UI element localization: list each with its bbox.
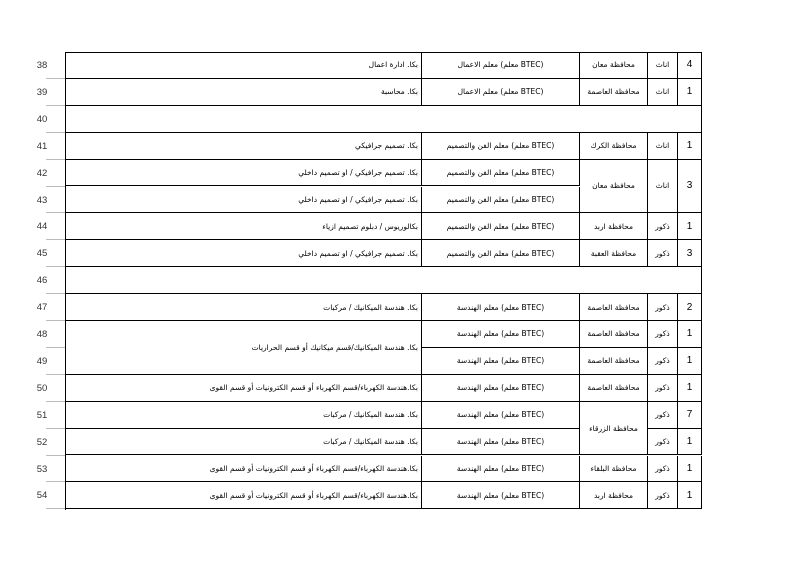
cell-gov[interactable]: محافظة اربد — [580, 482, 648, 509]
cell-count[interactable]: 1 — [678, 456, 702, 483]
cell-count[interactable]: 1 — [678, 375, 702, 402]
cell-position[interactable]: معلم الهندسة (معلم BTEC) — [422, 348, 580, 375]
cell-count[interactable]: 1 — [678, 429, 702, 456]
row-number: 53 — [36, 463, 48, 475]
cell-count[interactable]: 2 — [678, 294, 702, 321]
cell-gov[interactable]: محافظة الزرقاء — [580, 402, 648, 456]
cell-gov[interactable]: محافظة العاصمة — [580, 375, 648, 402]
cell-gender[interactable]: ذكور — [648, 456, 678, 483]
row-number: 44 — [36, 221, 48, 233]
row-gutter-line — [46, 212, 65, 213]
row-number: 41 — [36, 140, 48, 152]
cell-count[interactable]: 3 — [678, 240, 702, 267]
row-gutter-line — [46, 428, 65, 429]
cell-major[interactable]: بكا. تصميم جرافيكي / او تصميم داخلي — [65, 240, 422, 267]
cell-count[interactable]: 1 — [678, 482, 702, 509]
cell-position[interactable]: معلم الهندسة (معلم BTEC) — [422, 402, 580, 429]
cell-gender[interactable]: ذكور — [648, 375, 678, 402]
row-number: 49 — [36, 355, 48, 367]
cell-gender[interactable]: ذكور — [648, 402, 678, 429]
cell-major[interactable]: بكا.هندسة الكهرباء/قسم الكهرباء أو قسم الكترونيات أو قسم القوى — [65, 482, 422, 509]
row-number: 45 — [36, 248, 48, 260]
cell-position[interactable]: معلم الفن والتصميم (معلم BTEC) — [422, 160, 580, 187]
cell-gender[interactable]: ذكور — [648, 429, 678, 456]
cell-gender[interactable]: ذكور — [648, 294, 678, 321]
row-gutter-line — [46, 132, 65, 133]
row-gutter-line — [46, 320, 65, 321]
row-gutter-line — [46, 481, 65, 482]
cell-count[interactable]: 1 — [678, 79, 702, 106]
row-gutter-line — [46, 186, 65, 187]
cell-gender[interactable]: اناث — [648, 160, 678, 214]
row-number: 43 — [36, 194, 48, 206]
cell-gender[interactable]: ذكور — [648, 482, 678, 509]
cell-position[interactable]: معلم الهندسة (معلم BTEC) — [422, 482, 580, 509]
section-separator-row — [65, 106, 702, 133]
row-gutter-line — [46, 105, 65, 106]
row-gutter-line — [46, 455, 65, 456]
cell-major[interactable]: بكا. هندسة الميكانيك / مركبات — [65, 294, 422, 321]
cell-gov[interactable]: محافظة اربد — [580, 213, 648, 240]
cell-position[interactable]: معلم الهندسة (معلم BTEC) — [422, 429, 580, 456]
row-number: 38 — [36, 60, 48, 71]
row-number: 52 — [36, 436, 48, 448]
row-gutter-line — [46, 293, 65, 294]
cell-gov[interactable]: محافظة العقبة — [580, 240, 648, 267]
row-number: 46 — [36, 275, 48, 287]
cell-gender[interactable]: ذكور — [648, 213, 678, 240]
row-number: 40 — [36, 113, 48, 125]
cell-gender[interactable]: ذكور — [648, 321, 678, 348]
cell-position[interactable]: معلم الهندسة (معلم BTEC) — [422, 321, 580, 348]
row-number: 48 — [36, 329, 48, 340]
row-number: 51 — [36, 409, 48, 421]
cell-gov[interactable]: محافظة الكرك — [580, 133, 648, 160]
cell-major[interactable]: بكالوريوس / دبلوم تصميم ازياء — [65, 213, 422, 240]
cell-gov[interactable]: محافظة معان — [580, 52, 648, 79]
cell-major[interactable]: بكا. تصميم جرافيكي / او تصميم داخلي — [65, 187, 422, 214]
cell-position[interactable]: معلم الهندسة (معلم BTEC) — [422, 456, 580, 483]
cell-position[interactable]: معلم الهندسة (معلم BTEC) — [422, 375, 580, 402]
section-separator-row — [65, 267, 702, 294]
cell-gender[interactable]: ذكور — [648, 240, 678, 267]
row-number: 47 — [36, 302, 48, 314]
cell-count[interactable]: 4 — [678, 52, 702, 79]
cell-major[interactable]: بكا. محاسبة — [65, 79, 422, 106]
cell-count[interactable]: 3 — [678, 160, 702, 214]
cell-gov[interactable]: محافظة العاصمة — [580, 321, 648, 348]
cell-major[interactable]: بكا.هندسة الكهرباء/قسم الكهرباء أو قسم الكترونيات أو قسم القوى — [65, 375, 422, 402]
cell-gov[interactable]: محافظة البلقاء — [580, 456, 648, 483]
row-gutter-line — [46, 266, 65, 267]
cell-gender[interactable]: اناث — [648, 133, 678, 160]
cell-gender[interactable]: اناث — [648, 52, 678, 79]
row-gutter-line — [46, 401, 65, 402]
cell-count[interactable]: 7 — [678, 402, 702, 429]
row-number: 42 — [36, 167, 48, 179]
cell-gov[interactable]: محافظة معان — [580, 160, 648, 214]
cell-major[interactable]: بكا. تصميم جرافيكي — [65, 133, 422, 160]
cell-position[interactable]: معلم الفن والتصميم (معلم BTEC) — [422, 213, 580, 240]
row-gutter-line — [46, 159, 65, 160]
cell-position[interactable]: معلم الاعمال (معلم BTEC) — [422, 52, 580, 79]
cell-position[interactable]: معلم الاعمال (معلم BTEC) — [422, 79, 580, 106]
cell-count[interactable]: 1 — [678, 321, 702, 348]
cell-position[interactable]: معلم الفن والتصميم (معلم BTEC) — [422, 133, 580, 160]
cell-position[interactable]: معلم الهندسة (معلم BTEC) — [422, 294, 580, 321]
cell-count[interactable]: 1 — [678, 133, 702, 160]
row-gutter-line — [46, 374, 65, 375]
row-number: 39 — [36, 86, 48, 98]
cell-position[interactable]: معلم الفن والتصميم (معلم BTEC) — [422, 187, 580, 214]
row-gutter-line — [46, 239, 65, 240]
cell-gov[interactable]: محافظة العاصمة — [580, 294, 648, 321]
cell-position[interactable]: معلم الفن والتصميم (معلم BTEC) — [422, 240, 580, 267]
cell-major[interactable]: بكا.هندسة الكهرباء/قسم الكهرباء أو قسم الكترونيات أو قسم القوى — [65, 456, 422, 483]
cell-major[interactable]: بكا. ادارة اعمال — [65, 52, 422, 79]
cell-major[interactable]: بكا. تصميم جرافيكي / او تصميم داخلي — [65, 160, 422, 187]
row-number: 50 — [36, 382, 48, 394]
row-gutter-line — [46, 347, 65, 348]
cell-gov[interactable]: محافظة العاصمة — [580, 348, 648, 375]
row-number: 54 — [36, 490, 48, 502]
cell-major[interactable]: بكا. هندسة الميكانيك / مركبات — [65, 429, 422, 456]
cell-gov[interactable]: محافظة العاصمة — [580, 79, 648, 106]
cell-gender[interactable]: اناث — [648, 79, 678, 106]
row-gutter-line — [46, 508, 65, 509]
cell-major[interactable]: بكا. هندسة الميكانيك/قسم ميكانيك أو قسم الحراريات — [65, 321, 422, 375]
cell-count[interactable]: 1 — [678, 213, 702, 240]
cell-major[interactable]: بكا. هندسة الميكانيك / مركبات — [65, 402, 422, 429]
cell-count[interactable]: 1 — [678, 348, 702, 375]
cell-gender[interactable]: ذكور — [648, 348, 678, 375]
row-gutter-line — [46, 78, 65, 79]
